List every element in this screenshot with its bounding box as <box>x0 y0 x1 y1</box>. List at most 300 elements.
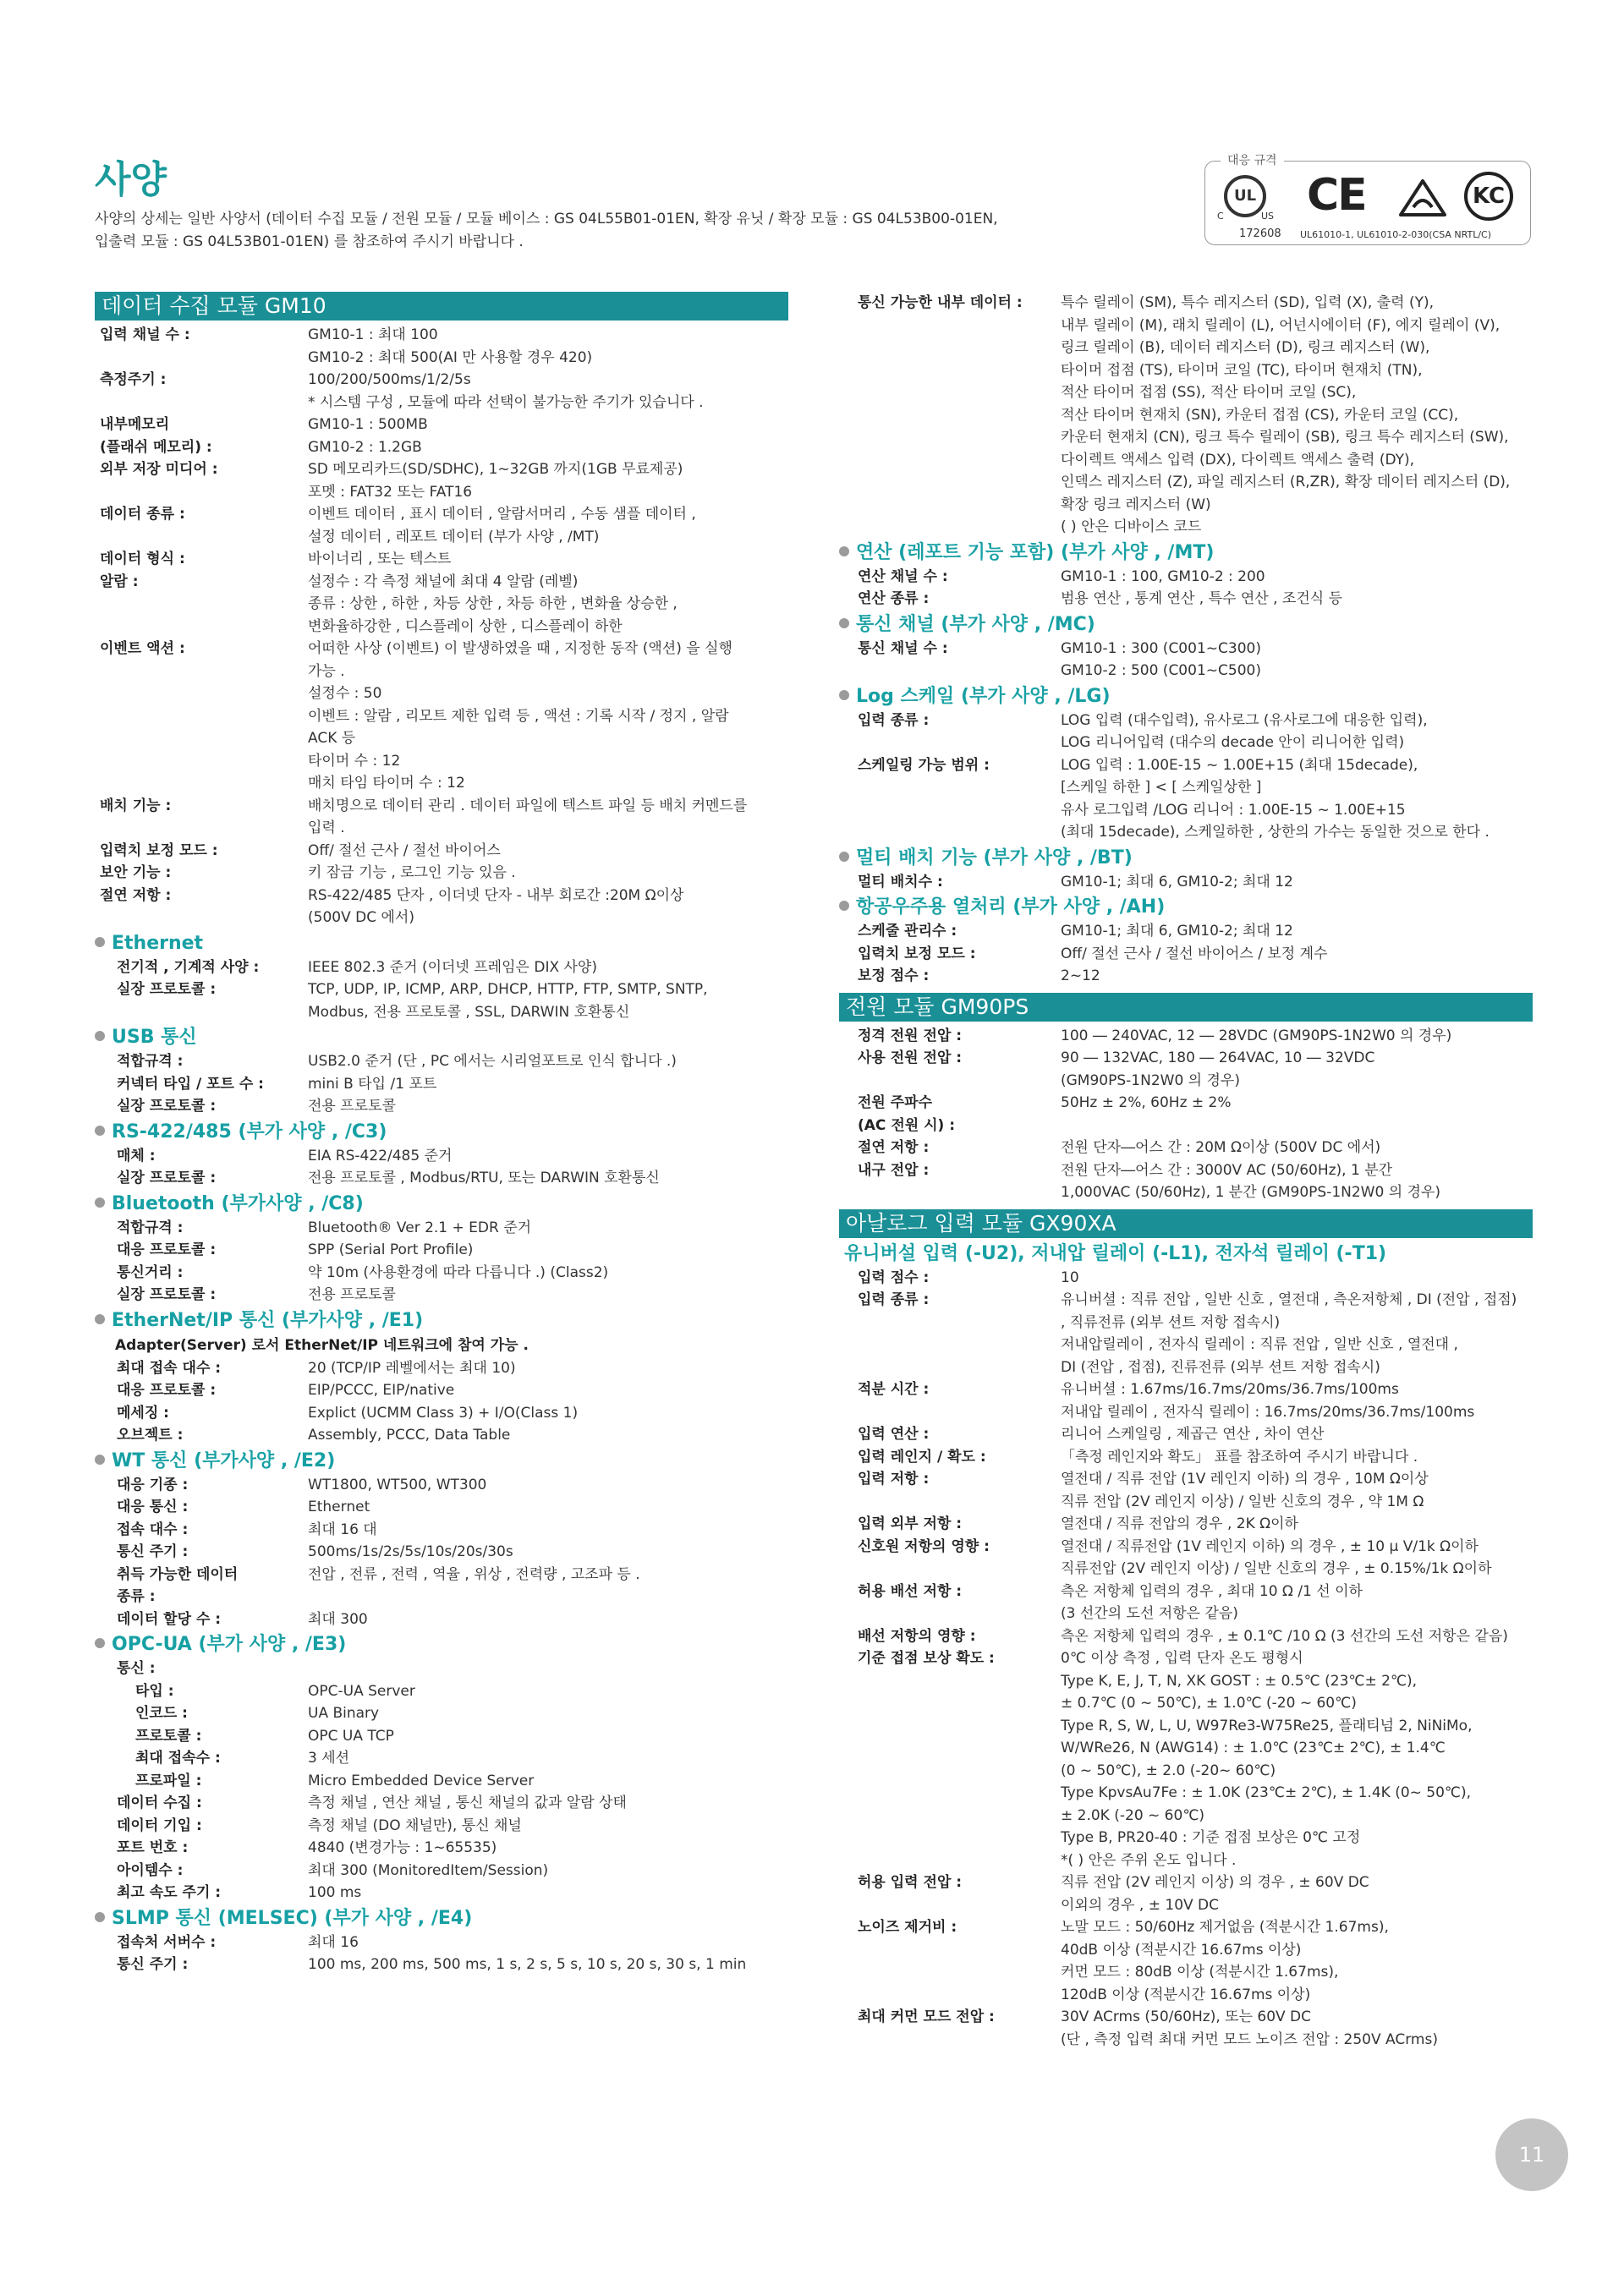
subsection-rows <box>95 1050 788 1118</box>
spec-value <box>308 956 597 979</box>
spec-value-line: 인덱스 레지스터 (Z), 파일 레지스터 (R,ZR), 확장 데이터 레지스터 (D), <box>1061 474 1511 490</box>
spec-value <box>308 1954 746 1976</box>
spec-row <box>95 1815 788 1838</box>
subsection-title <box>839 846 1533 871</box>
spec-value-line: 30V ACrms (50/60Hz), 또는 60V DC <box>1061 2008 1312 2025</box>
spec-value-line: GM10-1; 최대 6, GM10-2; 최대 12 <box>1061 923 1293 940</box>
spec-label: 아이템수 : <box>117 1861 184 1879</box>
spec-row <box>95 885 788 929</box>
spec-value-line: 커먼 모드 : 80dB 이상 (적분시간 1.67ms), <box>1061 1964 1339 1981</box>
spec-value <box>308 1725 394 1748</box>
subsection-title-text: Ethernet <box>112 932 204 954</box>
spec-value <box>308 795 782 840</box>
spec-row <box>95 1262 788 1285</box>
spec-value-line: TCP, UDP, IP, ICMP, ARP, DHCP, HTTP, FTP, SMTP, SNTP, <box>308 981 708 998</box>
spec-row <box>839 1513 1533 1536</box>
kc-logo: KC <box>1464 172 1513 221</box>
spec-value <box>308 1747 349 1770</box>
spec-row <box>95 1474 788 1497</box>
spec-value-line: 링크 릴레이 (B), 데이터 레지스터 (D), 링크 레지스터 (W), <box>1061 339 1430 356</box>
spec-value-line: 이벤트 : 알람 , 리모트 제한 입력 등 , 액션 : 기록 시작 / 정지 , 알람 <box>308 707 729 725</box>
bullet-icon <box>95 937 105 947</box>
subsection-rows <box>95 956 788 1024</box>
spec-value-line: LOG 입력 : 1.00E-15 ~ 1.00E+15 (최대 15decade), <box>1061 756 1418 774</box>
bullet-icon <box>95 1455 105 1465</box>
spec-value-line: 어떠한 사상 (이벤트) 이 발생하였을 때 , 지정한 동작 (액션) 을 실행 <box>308 640 732 657</box>
spec-row <box>95 1357 788 1380</box>
certification-number: 172608 <box>1239 227 1281 240</box>
subsection-title-text: 연산 (레포트 기능 포함) (부가 사양 , /MT) <box>856 541 1215 563</box>
spec-value <box>1061 965 1531 988</box>
spec-value-line: OPC-UA Server <box>308 1682 415 1700</box>
spec-value-line: 열전대 / 직류 전압 (1V 레인지 이하) 의 경우 , 10M Ω이상 <box>1061 1471 1429 1488</box>
bullet-icon <box>95 1197 105 1208</box>
bullet-icon <box>95 1638 105 1648</box>
spec-value-line: (0 ~ 50℃), ± 2.0 (-20~ 60℃) <box>1061 1762 1276 1779</box>
spec-label: 입력치 보정 모드 : <box>100 841 218 859</box>
spec-value-line: 전원 단자―어스 간 : 3000V AC (50/60Hz), 1 분간 <box>1061 1161 1393 1179</box>
subsection-title-text: 항공우주용 열처리 (부가 사양 , /AH) <box>856 896 1166 918</box>
spec-value <box>308 1167 660 1190</box>
spec-row <box>839 1378 1533 1423</box>
spec-label: 내구 전압 : <box>858 1161 930 1179</box>
spec-value-line: GM10-1 : 300 (C001~C300) <box>1061 639 1261 657</box>
spec-value <box>308 1357 516 1380</box>
spec-value-line: EIA RS-422/485 준거 <box>308 1147 453 1164</box>
spec-value-line: 전용 프로토콜 <box>308 1286 396 1303</box>
spec-row <box>95 369 788 414</box>
subsection-rows <box>839 920 1533 988</box>
spec-value-line: 가능 . <box>308 662 345 680</box>
spec-row <box>839 965 1533 988</box>
spec-label: 통신거리 : <box>117 1263 184 1281</box>
spec-row <box>95 1167 788 1190</box>
spec-value-line: Ethernet <box>308 1499 370 1515</box>
spec-value-line: LOG 리니어입력 (대수의 decade 안이 리니어한 입력) <box>1061 734 1405 751</box>
spec-row <box>839 1916 1533 2006</box>
spec-label: 전기적 , 기계적 사양 : <box>117 958 260 976</box>
spec-value-line: LOG 입력 (대수입력), 유사로그 (유사로그에 대응한 입력), <box>1061 711 1428 729</box>
spec-value <box>1061 1378 1531 1423</box>
spec-value-line: SPP (Serial Port Profile) <box>308 1241 474 1258</box>
spec-value <box>308 1564 640 1586</box>
spec-row <box>95 1882 788 1904</box>
bullet-icon <box>839 618 849 628</box>
spec-row <box>95 638 788 795</box>
spec-row <box>95 1932 788 1954</box>
spec-value-line: EIP/PCCC, EIP/native <box>308 1382 455 1399</box>
spec-label: 프로토콜 : <box>135 1727 202 1745</box>
spec-value-line: 이벤트 데이터 , 표시 데이터 , 알람서머리 , 수동 샘플 데이터 , <box>308 506 696 523</box>
spec-value <box>308 1424 510 1447</box>
spec-value-line: 노말 모드 : 50/60Hz 제거없음 (적분시간 1.67ms), <box>1061 1919 1389 1936</box>
spec-label: 입력 저항 : <box>858 1471 930 1488</box>
spec-label: 입력 외부 저항 : <box>858 1515 963 1532</box>
spec-label: 입력 연산 : <box>858 1426 930 1443</box>
spec-label: 대응 기종 : <box>117 1476 189 1493</box>
spec-row <box>95 1541 788 1564</box>
spec-row <box>839 588 1533 611</box>
spec-row <box>95 1284 788 1307</box>
spec-value-line: Type R, S, W, L, U, W97Re3-W75Re25, 플래티넘 2, NiNiMo, <box>1061 1717 1473 1734</box>
spec-value <box>308 1586 312 1608</box>
spec-value <box>308 1815 522 1838</box>
spec-value-line <box>308 1586 312 1608</box>
spec-label: 데이터 형식 : <box>100 551 185 567</box>
gx90xa-subtitle: 유니버설 입력 (-U2), 저내압 릴레이 (-L1), 전자석 릴레이 (-T1) <box>844 1242 1387 1264</box>
spec-value <box>308 369 782 414</box>
spec-row <box>95 795 788 840</box>
spec-label: 입력치 보정 모드 : <box>858 945 976 962</box>
subsection-title-text: OPC-UA (부가 사양 , /E3) <box>112 1634 347 1655</box>
subsection-title-text: WT 통신 (부가사양 , /E2) <box>112 1449 336 1471</box>
spec-value <box>1061 1468 1531 1513</box>
spec-label: 적합규격 : <box>117 1219 184 1236</box>
spec-value <box>308 1837 497 1860</box>
spec-value-line: ± 2.0K (-20 ~ 60℃) <box>1061 1806 1205 1824</box>
spec-row <box>95 324 788 369</box>
spec-row <box>839 1625 1533 1648</box>
certification-box <box>1204 154 1531 245</box>
spec-label: 스케줄 관리수 : <box>858 923 957 940</box>
spec-value-line: 90 ― 132VAC, 180 ― 264VAC, 10 ― 32VDC <box>1061 1049 1375 1066</box>
spec-label: 데이터 종류 : <box>100 506 185 523</box>
csa-us-mark: US <box>1261 211 1275 222</box>
spec-value <box>308 1095 396 1118</box>
spec-label: (플래쉬 메모리) : <box>100 438 212 456</box>
spec-value-line: 타이머 접점 (TS), 타이머 코일 (TC), 타이머 현재치 (TN), <box>1061 361 1423 379</box>
spec-value-line: DI (전압 , 접점), 진류전류 (외부 션트 저항 접속시) <box>1061 1358 1380 1376</box>
spec-value-line: Assembly, PCCC, Data Table <box>308 1427 511 1444</box>
spec-label: 취득 가능한 데이터 <box>117 1565 239 1583</box>
spec-row <box>95 1402 788 1425</box>
spec-label: 절연 저항 : <box>858 1139 930 1156</box>
spec-value <box>308 1073 436 1096</box>
spec-label: 신호원 저항의 영향 : <box>858 1537 990 1555</box>
spec-label: 통신 : <box>117 1660 156 1677</box>
spec-value <box>308 1496 370 1519</box>
spec-value-line: 약 10m (사용환경에 따라 다릅니다 .) (Class2) <box>308 1263 609 1281</box>
subsection-title-text: SLMP 통신 (MELSEC) (부가 사양 , /E4) <box>112 1907 473 1929</box>
spec-label: 입력 종류 : <box>858 711 930 729</box>
col1-groups <box>95 931 788 1976</box>
col2-groups <box>839 540 1533 988</box>
spec-row <box>95 436 788 459</box>
spec-value <box>1061 754 1531 844</box>
spec-row <box>95 1680 788 1703</box>
spec-label: 기준 접점 보상 확도 : <box>858 1650 995 1667</box>
spec-value-line: mini B 타입 /1 포트 <box>308 1075 437 1093</box>
spec-value-line: Modbus, 전용 프로토콜 , SSL, DARWIN 호환통신 <box>308 1003 630 1021</box>
spec-value-line: 최대 300 <box>308 1610 368 1628</box>
spec-value <box>1061 1115 1531 1137</box>
spec-row <box>95 1770 788 1793</box>
spec-value-line: (최대 15decade), 스케일하한 , 상한의 가수는 동일한 것으로 한다 . <box>1061 824 1490 841</box>
spec-value-line: 포멧 : FAT32 또는 FAT16 <box>308 483 473 501</box>
spec-value-line: ACK 등 <box>308 730 356 747</box>
spec-value-line: 리니어 스케일링 , 제곱근 연산 , 차이 연산 <box>1061 1426 1325 1443</box>
section-title-gm90ps: 전원 모듈 GM90PS <box>839 993 1533 1022</box>
spec-value <box>308 414 782 436</box>
spec-row <box>839 943 1533 966</box>
spec-value-line: (GM90PS-1N2W0 의 경우) <box>1061 1071 1240 1089</box>
spec-row <box>95 1837 788 1860</box>
spec-value-line: GM10-2 : 1.2GB <box>308 438 422 456</box>
spec-value <box>1061 1647 1531 1871</box>
spec-value <box>308 548 782 571</box>
spec-value-line: GM10-1; 최대 6, GM10-2; 최대 12 <box>1061 873 1293 890</box>
spec-value-line: 입력 . <box>308 819 345 836</box>
subsection-title-text: Bluetooth (부가사양 , /C8) <box>112 1192 364 1214</box>
spec-label: 사용 전원 전압 : <box>858 1049 963 1066</box>
spec-row <box>839 638 1533 682</box>
spec-value <box>1061 292 1531 539</box>
spec-row <box>839 1092 1533 1115</box>
spec-label: 데이터 기입 : <box>117 1817 202 1834</box>
spec-value <box>1061 1536 1531 1581</box>
spec-label: 외부 저장 미디어 : <box>100 461 218 478</box>
spec-row <box>95 1747 788 1770</box>
spec-row <box>95 1792 788 1815</box>
spec-value-line: 측정 채널 , 연산 채널 , 통신 채널의 값과 알람 상태 <box>308 1795 627 1811</box>
spec-value <box>308 1882 361 1904</box>
spec-label: 포트 번호 : <box>117 1839 189 1856</box>
spec-value-line: GM10-1 : 500MB <box>308 416 428 433</box>
spec-value-line: 40dB 이상 (적분시간 16.67ms 이상) <box>1061 1941 1302 1959</box>
spec-row <box>839 1289 1533 1378</box>
bullet-icon <box>839 901 849 911</box>
spec-row <box>839 871 1533 894</box>
spec-value-line: 카운터 현재치 (CN), 링크 특수 릴레이 (SB), 링크 특수 레지스터 (SW), <box>1061 429 1509 446</box>
spec-value-line: 직류 전압 (2V 레인지 이상) / 일반 신호의 경우 , 약 1M Ω <box>1061 1493 1424 1510</box>
spec-value <box>1061 1446 1531 1469</box>
spec-value <box>308 1284 396 1307</box>
spec-value-line: 유니버셜 : 직류 전압 , 일반 신호 , 열전대 , 측온저항체 , DI (전압 , 접점) <box>1061 1291 1517 1308</box>
spec-value-line: 변화율하강한 , 디스플레이 상한 , 디스플레이 하한 <box>308 617 623 635</box>
spec-value-line: Micro Embedded Device Server <box>308 1772 535 1789</box>
spec-value-line: 2~12 <box>1061 967 1100 984</box>
spec-label: 적합규격 : <box>117 1053 184 1070</box>
spec-label: 오브젝트 : <box>117 1427 184 1444</box>
subsection-title <box>839 684 1533 710</box>
spec-label: 배선 저항의 영향 : <box>858 1627 976 1645</box>
spec-value <box>1061 1289 1531 1378</box>
spec-value-line: 100 ― 240VAC, 12 ― 28VDC (GM90PS-1N2W0 의 경우) <box>1061 1027 1452 1044</box>
spec-label: 입력 종류 : <box>858 1291 930 1308</box>
intro-line: 사양의 상세는 일반 사양서 (데이터 수집 모듈 / 전원 모듈 / 모듈 베이스 : GS 04L55B01-01EN, 확장 유닛 / 확장 모듈 : GS 04L53B00-01EN, <box>95 211 998 227</box>
spec-value-line: 키 잠금 기능 , 로그인 기능 있음 . <box>308 864 516 881</box>
gm10-rows <box>95 324 788 929</box>
spec-value <box>308 1608 368 1631</box>
spec-value <box>1061 1047 1531 1092</box>
spec-row <box>95 503 788 548</box>
subsection-title-text: RS-422/485 (부가 사양 , /C3) <box>112 1121 387 1143</box>
spec-value-line: 500ms/1s/2s/5s/10s/20s/30s <box>308 1543 513 1560</box>
page-title: 사양 <box>95 158 167 201</box>
spec-value <box>1061 1025 1531 1048</box>
spec-label: 연산 종류 : <box>858 590 930 607</box>
spec-value <box>308 1658 312 1680</box>
spec-row <box>839 1267 1533 1290</box>
spec-value-line: Off/ 절선 근사 / 절선 바이어스 / 보정 계수 <box>1061 945 1328 962</box>
spec-value <box>1061 1581 1531 1625</box>
spec-label: 노이즈 제거비 : <box>858 1919 957 1936</box>
subsection-rows <box>839 871 1533 894</box>
spec-value-line: 확장 링크 레지스터 (W) <box>1061 496 1211 513</box>
spec-row <box>95 1145 788 1168</box>
spec-value <box>1061 871 1531 894</box>
spec-row <box>839 566 1533 589</box>
spec-value <box>1061 1513 1531 1536</box>
spec-value-line: 범용 연산 , 통계 연산 , 특수 연산 , 조건식 등 <box>1061 590 1343 607</box>
spec-value-line: 유사 로그입력 /LOG 리니어 : 1.00E-15 ~ 1.00E+15 <box>1061 801 1406 819</box>
spec-value <box>1061 1137 1531 1159</box>
spec-value-line: 열전대 / 직류전압 (1V 레인지 이하) 의 경우 , ± 10 μ V/1k Ω이하 <box>1061 1537 1479 1555</box>
spec-value-line: 「측정 레인지와 확도」 표를 참조하여 주시기 바랍니다 . <box>1061 1448 1418 1466</box>
subsection-title <box>95 1906 788 1932</box>
spec-label: 스케일링 가능 범위 : <box>858 756 990 774</box>
section-title-gx90xa: 아날로그 입력 모듈 GX90XA <box>839 1209 1533 1238</box>
spec-label: 입력 채널 수 : <box>100 326 190 343</box>
spec-label: 실장 프로토콜 : <box>117 1170 217 1186</box>
spec-value-line: 100/200/500ms/1/2/5s <box>308 371 471 388</box>
spec-value-line <box>1061 1115 1531 1137</box>
certification-title: 대응 규격 <box>1221 151 1284 168</box>
spec-value <box>1061 2006 1531 2051</box>
spec-label: 타입 : <box>135 1682 174 1700</box>
spec-value-line: [스케일 하한 ] < [ 스케일상한 ] <box>1061 779 1262 796</box>
spec-row <box>95 548 788 571</box>
spec-row <box>95 840 788 863</box>
spec-label: 통신 가능한 내부 데이터 : <box>858 294 1023 311</box>
subsection-rows <box>839 566 1533 611</box>
spec-label: 접속처 서버수 : <box>117 1933 217 1951</box>
spec-row <box>839 1871 1533 1916</box>
spec-value <box>308 862 782 885</box>
spec-value <box>1061 920 1531 943</box>
spec-value <box>1061 1871 1531 1916</box>
spec-row <box>95 1608 788 1631</box>
spec-row <box>95 458 788 503</box>
bullet-icon <box>95 1314 105 1324</box>
spec-label: (AC 전원 시) : <box>858 1116 955 1134</box>
spec-value-line: 이외의 경우 , ± 10V DC <box>1061 1896 1219 1914</box>
spec-value-line: 직류전압 (2V 레인지 이상) / 일반 신호의 경우 , ± 0.15%/1k Ω이하 <box>1061 1560 1492 1577</box>
spec-value-line: 최대 300 (MonitoredItem/Session) <box>308 1861 549 1879</box>
spec-value-line: 20 (TCP/IP 레벨에서는 최대 10) <box>308 1359 516 1377</box>
spec-value-line: Type KpvsAu7Fe : ± 1.0K (23℃± 2℃), ± 1.4K (0~ 50℃), <box>1061 1784 1472 1801</box>
intro-text <box>95 208 1152 254</box>
spec-label: 최대 접속수 : <box>135 1750 221 1767</box>
rcm-icon <box>1398 178 1447 217</box>
ce-logo: CE <box>1307 170 1366 221</box>
spec-row <box>839 1647 1533 1871</box>
spec-row <box>95 1239 788 1262</box>
spec-value <box>1061 1625 1531 1648</box>
spec-value-line: , 직류전류 (외부 션트 저항 접속시) <box>1061 1313 1281 1331</box>
spec-value-line: IEEE 802.3 준거 (이더넷 프레임은 DIX 사양) <box>308 958 597 976</box>
spec-label: 실장 프로토콜 : <box>117 1286 217 1303</box>
spec-row <box>839 1536 1533 1581</box>
spec-value-line: *( ) 안은 주위 온도 입니다 . <box>1061 1851 1237 1869</box>
spec-value <box>1061 710 1531 754</box>
spec-value <box>308 1541 513 1564</box>
spec-row <box>95 1954 788 1976</box>
spec-value <box>308 324 782 369</box>
spec-label: 입력 레인지 / 확도 : <box>858 1448 986 1466</box>
spec-value-line: OPC UA TCP <box>308 1727 394 1745</box>
spec-label: 허용 배선 저항 : <box>858 1582 963 1600</box>
spec-value-line: 10 <box>1061 1269 1079 1286</box>
spec-value-line: Off/ 절선 근사 / 절선 바이어스 <box>308 841 501 859</box>
spec-label: 인코드 : <box>135 1705 188 1722</box>
csa-c-mark: C <box>1217 211 1224 222</box>
subsection-rows <box>95 1474 788 1631</box>
subsection-rows <box>839 638 1533 682</box>
subsection-rows <box>839 710 1533 844</box>
page-number: 11 <box>1495 2118 1568 2191</box>
spec-value-line: WT1800, WT500, WT300 <box>308 1476 487 1493</box>
spec-value-line: 적산 타이머 접점 (SS), 적산 타이머 코일 (SC), <box>1061 384 1357 401</box>
spec-value <box>308 1932 359 1954</box>
spec-value-line: 전원 단자―어스 간 : 20M Ω이상 (500V DC 에서) <box>1061 1139 1381 1156</box>
spec-value-line: 전용 프로토콜 <box>308 1098 396 1115</box>
spec-value <box>308 1402 578 1425</box>
spec-label: 종류 : <box>117 1588 156 1605</box>
spec-value-line: 측정 채널 (DO 채널만), 통신 채널 <box>308 1817 522 1834</box>
spec-value-line: 배치명으로 데이터 관리 . 데이터 파일에 텍스트 파일 등 배치 커멘드를 <box>308 797 748 814</box>
spec-row <box>839 1468 1533 1513</box>
bullet-icon <box>95 1912 105 1922</box>
spec-row <box>95 1564 788 1586</box>
spec-value <box>308 885 782 929</box>
subsection-rows <box>95 1932 788 1976</box>
spec-value-line: (500V DC 에서) <box>308 909 414 926</box>
spec-value-line: 종류 : 상한 , 하한 , 차등 상한 , 차등 하한 , 변화율 상승한 , <box>308 595 678 612</box>
subsection-title <box>839 895 1533 920</box>
spec-value <box>1061 566 1531 589</box>
spec-row <box>839 2006 1533 2051</box>
subsection-title-text: Log 스케일 (부가 사양 , /LG) <box>856 685 1111 707</box>
subsection-rows <box>95 1145 788 1190</box>
spec-value <box>308 1860 548 1882</box>
spec-row <box>95 978 788 1023</box>
spec-value <box>308 840 782 863</box>
spec-row <box>95 1073 788 1096</box>
bullet-icon <box>839 690 849 700</box>
spec-value <box>1061 638 1531 682</box>
spec-value-line: 50Hz ± 2%, 60Hz ± 2% <box>1061 1094 1232 1111</box>
spec-value-line: 설정 데이터 , 레포트 데이터 (부가 사양 , /MT) <box>308 528 600 545</box>
spec-value <box>308 1239 473 1262</box>
spec-value-line: Type B, PR20-40 : 기준 접점 보상은 0℃ 고정 <box>1061 1829 1361 1846</box>
spec-value-line: GM10-1 : 최대 100 <box>308 326 438 343</box>
spec-label: 대응 프로토콜 : <box>117 1382 217 1399</box>
spec-value <box>308 1050 677 1073</box>
spec-row <box>839 1025 1533 1048</box>
subsection-title <box>95 1308 788 1334</box>
spec-label: 전원 주파수 <box>858 1094 933 1111</box>
spec-value <box>308 1680 415 1703</box>
spec-label: 허용 입력 전압 : <box>858 1874 963 1891</box>
spec-label: 대응 통신 : <box>117 1499 189 1515</box>
subsection-title <box>95 1192 788 1217</box>
spec-value <box>308 1262 608 1285</box>
spec-value-line: GM10-1 : 100, GM10-2 : 200 <box>1061 567 1265 585</box>
subsection-title-text: USB 통신 <box>112 1027 197 1048</box>
spec-row <box>95 1860 788 1882</box>
spec-value <box>1061 943 1531 966</box>
